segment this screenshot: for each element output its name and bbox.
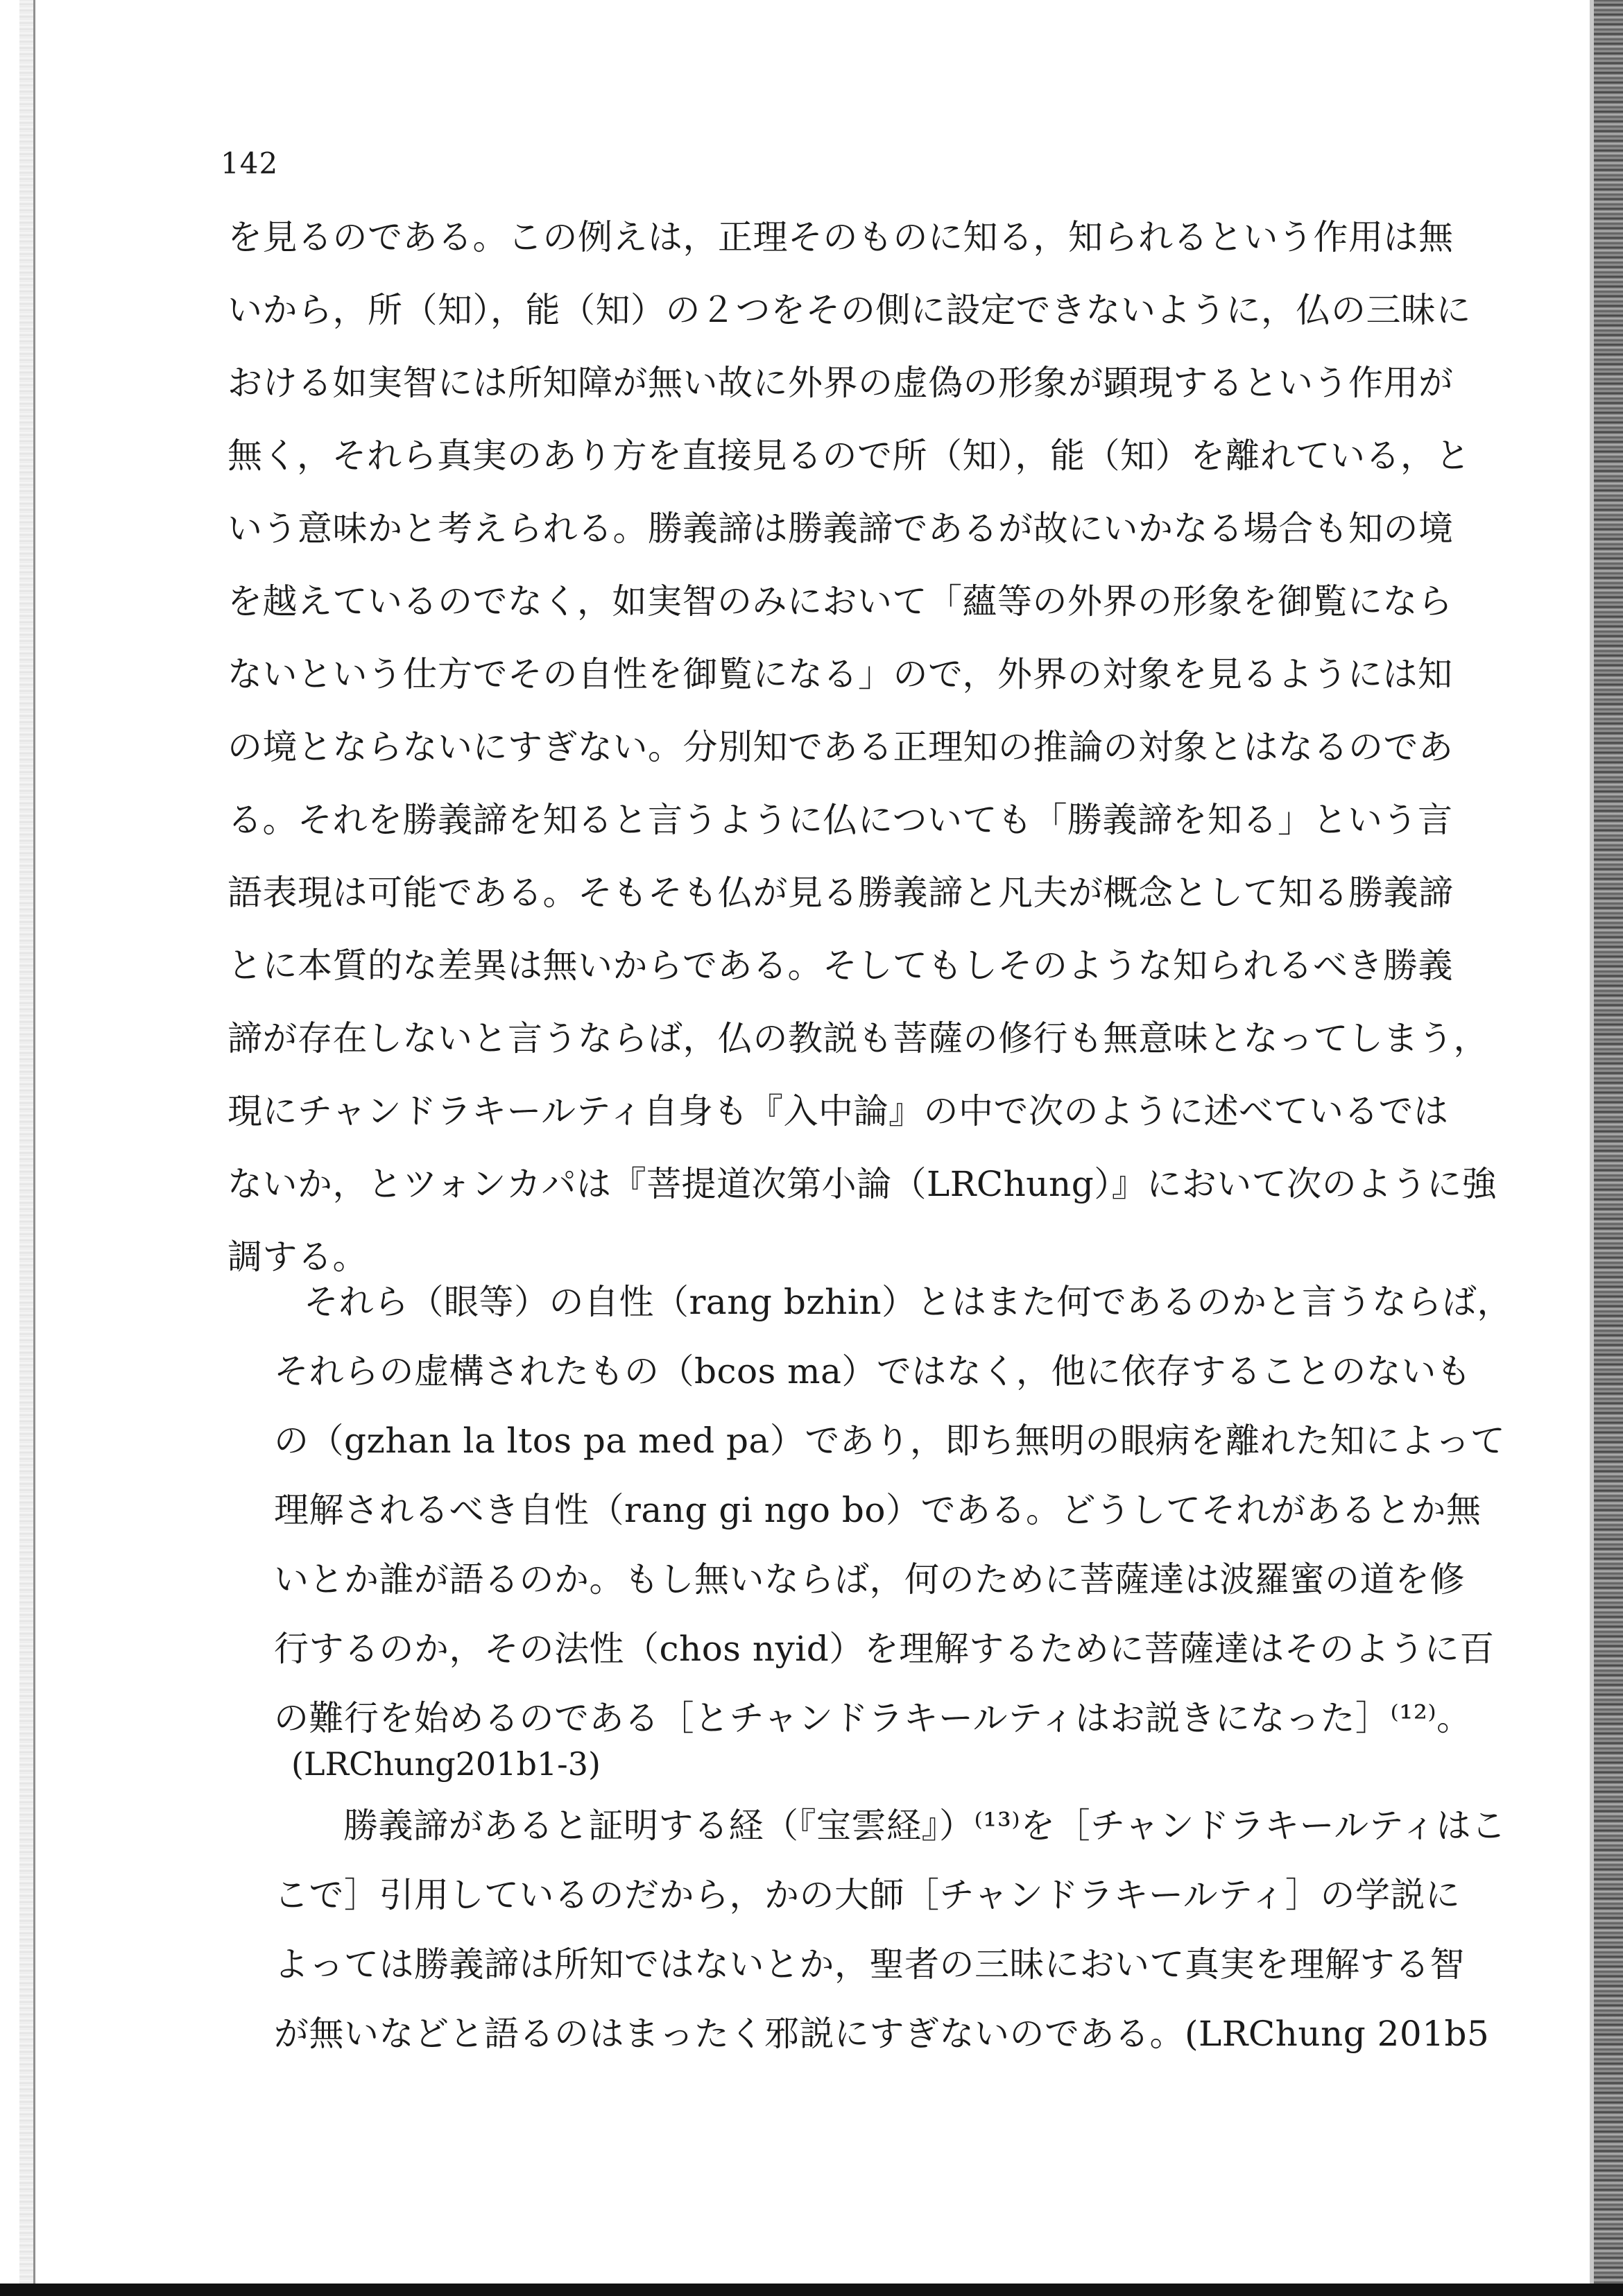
scan-bottom-edge [0, 2284, 1623, 2296]
main-line: の境とならないにすぎない。分別知である正理知の推論の対象とはなるのであ [227, 727, 1454, 767]
scan-binding-line [33, 0, 35, 2296]
scan-page-edge [1594, 0, 1623, 2296]
quote-line: 行するのか，その法性（chos nyid）を理解するために菩薩達はそのように百 [274, 1629, 1495, 1669]
quote-line: の難行を始めるのである［とチャンドラキールティはお説きになった］⁽¹²⁾。 [274, 1698, 1472, 1738]
main-line: おける如実智には所知障が無い故に外界の虚偽の形象が顕現するという作用が [227, 363, 1454, 403]
quote2-line: が無いなどと語るのはまったく邪説にすぎないのである。(LRChung 201b5 [274, 2014, 1490, 2054]
quote-line: それらの虚構されたもの（bcos ma）ではなく，他に依存することのないも [274, 1351, 1472, 1391]
main-line: を見るのである。この例えは，正理そのものに知る，知られるという作用は無 [227, 217, 1454, 257]
main-line: る。それを勝義諦を知ると言うように仏についても「勝義諦を知る」という言 [227, 800, 1453, 840]
quote-line: 理解されるべき自性（rang gi ngo bo）である。どうしてそれがあるとか無 [274, 1490, 1482, 1530]
page-number: 142 [221, 146, 279, 180]
quote2-line: こで］引用しているのだから，かの大師［チャンドラキールティ］の学説に [274, 1875, 1461, 1915]
main-line: を越えているのでなく，如実智のみにおいて「蘊等の外界の形象を御覧になら [227, 581, 1453, 622]
quote-line: の（gzhan la ltos pa med pa）であり，即ち無明の眼病を離れた知によって [274, 1421, 1506, 1461]
main-line: とに本質的な差異は無いからである。そしてもしそのような知られるべき勝義 [227, 945, 1453, 986]
quote-reference: (LRChung201b1-3) [291, 1745, 601, 1783]
main-line: 諦が存在しないと言うならば，仏の教説も菩薩の修行も無意味となってしまう， [227, 1018, 1488, 1059]
main-line: ないという仕方でその自性を御覧になる」ので，外界の対象を見るようには知 [227, 654, 1453, 694]
main-line: 現にチャンドラキールティ自身も『入中論』の中で次のように述べているでは [227, 1091, 1449, 1131]
main-line: 語表現は可能である。そもそも仏が見る勝義諦と凡夫が概念として知る勝義諦 [227, 873, 1454, 913]
quote2-line: 勝義諦があると証明する経（『宝雲経』）⁽¹³⁾を［チャンドラキールティはこ [343, 1806, 1506, 1846]
scan-binding-shadow [19, 0, 35, 2296]
main-line: 調する。 [227, 1237, 368, 1277]
quote-line: いとか誰が語るのか。もし無いならば，何のために菩薩達は波羅蜜の道を修 [274, 1559, 1465, 1600]
quote-line: それら（眼等）の自性（rang bzhin）とはまた何であるのかと言うならば， [304, 1282, 1513, 1322]
main-line: 無く，それら真実のあり方を直接見るので所（知），能（知）を離れている，と [227, 436, 1470, 476]
main-line: いから，所（知），能（知）の２つをその側に設定できないように，仏の三昧に [227, 290, 1471, 330]
quote2-line: よっては勝義諦は所知ではないとか，聖者の三昧において真実を理解する智 [274, 1944, 1465, 1985]
main-line: ないか，とツォンカパは『菩提道次第小論（LRChung）』において次のように強 [227, 1164, 1497, 1204]
main-line: いう意味かと考えられる。勝義諦は勝義諦であるが故にいかなる場合も知の境 [227, 508, 1454, 549]
